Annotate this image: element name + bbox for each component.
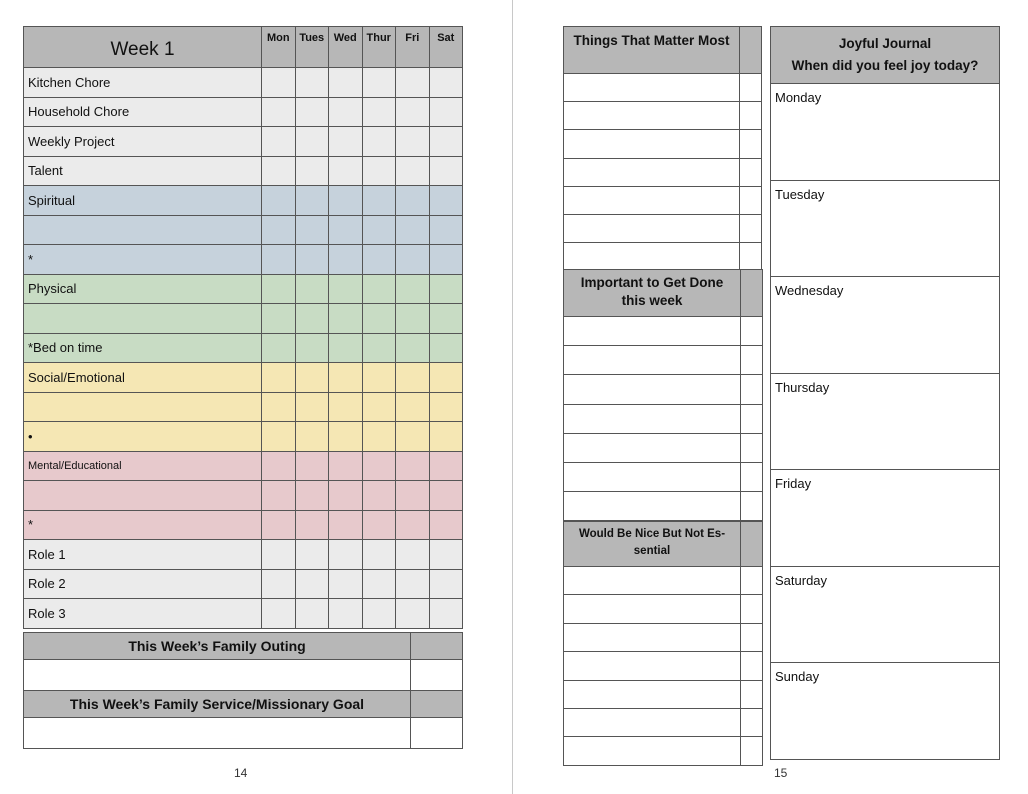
habit-check-cell[interactable] (329, 97, 363, 127)
journal-day-entry[interactable] (771, 277, 1000, 374)
important-title-line2: this week (621, 293, 683, 308)
habit-check-cell[interactable] (295, 392, 329, 422)
things-check-box[interactable] (740, 214, 762, 242)
habit-check-cell[interactable] (329, 392, 363, 422)
day-header-mon: Mon (262, 27, 296, 68)
family-outing-header-blank (411, 633, 463, 660)
habit-check-cell[interactable] (262, 392, 296, 422)
habit-check-cell[interactable] (295, 540, 329, 570)
habit-row-label: Role 3 (24, 599, 262, 629)
habit-check-cell[interactable] (396, 540, 430, 570)
habit-check-cell[interactable] (329, 333, 363, 363)
day-header-sat: Sat (429, 27, 463, 68)
habit-check-cell[interactable] (329, 245, 363, 275)
habit-row (24, 422, 463, 452)
habit-row-label: * (24, 245, 262, 275)
habit-row (24, 245, 463, 275)
important-entry-field[interactable] (564, 492, 741, 521)
journal-day-entry[interactable] (771, 470, 1000, 567)
habit-check-cell[interactable] (262, 363, 296, 393)
habit-row-label: Weekly Project (24, 127, 262, 157)
important-row (564, 404, 763, 433)
things-entry-field[interactable] (564, 243, 740, 271)
habit-check-cell[interactable] (396, 363, 430, 393)
habit-check-cell[interactable] (396, 97, 430, 127)
habit-check-cell[interactable] (362, 569, 396, 599)
habit-check-cell[interactable] (295, 97, 329, 127)
journal-day-row (771, 470, 1000, 567)
important-row (564, 317, 763, 346)
nice-check-box[interactable] (741, 680, 763, 708)
habit-check-cell[interactable] (295, 569, 329, 599)
habit-check-cell[interactable] (329, 274, 363, 304)
things-row (564, 158, 762, 186)
habit-check-cell[interactable] (262, 481, 296, 511)
habit-check-cell[interactable] (362, 422, 396, 452)
habit-rows (24, 68, 463, 629)
habit-check-cell[interactable] (429, 68, 463, 98)
habit-check-cell[interactable] (295, 510, 329, 540)
habit-check-cell[interactable] (362, 97, 396, 127)
habit-check-cell[interactable] (362, 481, 396, 511)
nice-check-box[interactable] (741, 567, 763, 595)
habit-check-cell[interactable] (396, 599, 430, 629)
habit-check-cell[interactable] (262, 304, 296, 334)
things-title: Things That Matter Most (564, 27, 740, 74)
nice-row (564, 623, 763, 651)
important-check-box[interactable] (741, 462, 763, 491)
important-row (564, 346, 763, 375)
habit-check-cell[interactable] (429, 510, 463, 540)
family-outing-check[interactable] (411, 660, 463, 691)
journal-day-row (771, 373, 1000, 470)
habit-row (24, 599, 463, 629)
family-outing-field[interactable] (24, 660, 411, 691)
habit-check-cell[interactable] (396, 156, 430, 186)
journal-header (771, 27, 1000, 84)
page-number-left: 14 (234, 766, 248, 780)
habit-row-label (24, 215, 262, 245)
habit-table (23, 26, 463, 629)
journal-day-label: Thursday (775, 379, 830, 395)
journal-day-label: Tuesday (775, 186, 825, 202)
habit-row-label: Mental/Educational (24, 451, 262, 481)
habit-check-cell[interactable] (262, 510, 296, 540)
habit-check-cell[interactable] (329, 127, 363, 157)
habit-row-label (24, 392, 262, 422)
habit-check-cell[interactable] (262, 569, 296, 599)
things-entry-field[interactable] (564, 130, 740, 158)
habit-check-cell[interactable] (295, 274, 329, 304)
nice-check-box[interactable] (741, 652, 763, 680)
nice-table (563, 521, 763, 766)
family-goals-table (23, 632, 463, 749)
habit-row-label: Role 1 (24, 540, 262, 570)
things-check-box[interactable] (740, 243, 762, 271)
habit-row (24, 215, 463, 245)
habit-check-cell[interactable] (429, 304, 463, 334)
important-check-box[interactable] (741, 492, 763, 521)
habit-check-cell[interactable] (362, 186, 396, 216)
important-entry-field[interactable] (564, 375, 741, 404)
important-check-box[interactable] (741, 346, 763, 375)
habit-check-cell[interactable] (362, 274, 396, 304)
nice-check-box[interactable] (741, 595, 763, 623)
habit-check-cell[interactable] (429, 156, 463, 186)
habit-row (24, 392, 463, 422)
habit-row (24, 569, 463, 599)
things-rows (564, 74, 762, 271)
habit-row-label: Household Chore (24, 97, 262, 127)
things-check-box[interactable] (740, 102, 762, 130)
page-number-right: 15 (774, 766, 788, 780)
nice-row (564, 680, 763, 708)
habit-row-label: Spiritual (24, 186, 262, 216)
journal-day-label: Saturday (775, 572, 828, 588)
week-title: Week 1 (24, 27, 262, 68)
habit-check-cell[interactable] (262, 422, 296, 452)
day-header-tues: Tues (295, 27, 329, 68)
habit-check-cell[interactable] (295, 186, 329, 216)
habit-row (24, 451, 463, 481)
habit-row-label: *Bed on time (24, 333, 262, 363)
habit-check-cell[interactable] (295, 68, 329, 98)
habit-check-cell[interactable] (329, 422, 363, 452)
habit-check-cell[interactable] (262, 97, 296, 127)
page-divider (512, 0, 513, 794)
habit-row-label: • (24, 422, 262, 452)
important-entry-field[interactable] (564, 346, 741, 375)
journal-day-label: Monday (775, 90, 822, 105)
important-row (564, 375, 763, 404)
important-check-box[interactable] (741, 375, 763, 404)
habit-check-cell[interactable] (429, 245, 463, 275)
habit-header-row (24, 27, 463, 68)
habit-check-cell[interactable] (362, 451, 396, 481)
journal-day-entry[interactable] (771, 84, 1000, 181)
nice-row (564, 708, 763, 736)
habit-check-cell[interactable] (262, 451, 296, 481)
habit-row (24, 540, 463, 570)
habit-check-cell[interactable] (396, 304, 430, 334)
journal-title: Joyful Journal (838, 36, 932, 51)
important-row (564, 492, 763, 521)
important-rows (564, 317, 763, 521)
habit-check-cell[interactable] (295, 304, 329, 334)
weekly-habit-tracker (23, 26, 463, 629)
nice-to-have-list (563, 521, 763, 766)
habit-check-cell[interactable] (329, 304, 363, 334)
things-check-box[interactable] (740, 74, 762, 102)
important-entry-field[interactable] (564, 317, 741, 346)
important-entry-field[interactable] (564, 433, 741, 462)
habit-check-cell[interactable] (262, 186, 296, 216)
things-check-box[interactable] (740, 158, 762, 186)
important-title (564, 270, 741, 317)
habit-check-cell[interactable] (329, 510, 363, 540)
family-outing-title: This Week’s Family Outing (24, 633, 411, 660)
habit-check-cell[interactable] (396, 392, 430, 422)
family-service-header-blank (411, 691, 463, 718)
habit-check-cell[interactable] (262, 540, 296, 570)
habit-row (24, 333, 463, 363)
habit-check-cell[interactable] (362, 215, 396, 245)
things-header-blank (740, 27, 762, 74)
habit-check-cell[interactable] (396, 481, 430, 511)
habit-check-cell[interactable] (396, 215, 430, 245)
habit-row-label: Kitchen Chore (24, 68, 262, 98)
nice-entry-field[interactable] (564, 680, 741, 708)
things-table (563, 26, 762, 271)
habit-check-cell[interactable] (396, 422, 430, 452)
habit-check-cell[interactable] (329, 156, 363, 186)
things-row (564, 102, 762, 130)
habit-check-cell[interactable] (429, 540, 463, 570)
habit-check-cell[interactable] (396, 68, 430, 98)
important-header-blank (741, 270, 763, 317)
important-entry-field[interactable] (564, 462, 741, 491)
journal-day-label: Friday (775, 476, 812, 491)
things-row (564, 74, 762, 102)
habit-check-cell[interactable] (396, 333, 430, 363)
habit-check-cell[interactable] (295, 215, 329, 245)
habit-check-cell[interactable] (429, 186, 463, 216)
habit-row-label: Social/Emotional (24, 363, 262, 393)
habit-row (24, 363, 463, 393)
habit-check-cell[interactable] (429, 481, 463, 511)
habit-check-cell[interactable] (262, 156, 296, 186)
habit-check-cell[interactable] (295, 156, 329, 186)
habit-check-cell[interactable] (429, 569, 463, 599)
things-row (564, 243, 762, 271)
habit-check-cell[interactable] (429, 333, 463, 363)
habit-check-cell[interactable] (262, 599, 296, 629)
important-entry-field[interactable] (564, 404, 741, 433)
habit-row (24, 481, 463, 511)
things-entry-field[interactable] (564, 74, 740, 102)
nice-row (564, 652, 763, 680)
day-header-fri: Fri (396, 27, 430, 68)
habit-check-cell[interactable] (329, 569, 363, 599)
habit-check-cell[interactable] (262, 245, 296, 275)
things-check-box[interactable] (740, 186, 762, 214)
habit-check-cell[interactable] (396, 569, 430, 599)
things-entry-field[interactable] (564, 186, 740, 214)
nice-row (564, 567, 763, 595)
habit-check-cell[interactable] (362, 156, 396, 186)
joyful-journal (770, 26, 1000, 760)
habit-check-cell[interactable] (329, 481, 363, 511)
family-service-check[interactable] (411, 718, 463, 749)
important-check-box[interactable] (741, 317, 763, 346)
nice-entry-field[interactable] (564, 623, 741, 651)
habit-check-cell[interactable] (429, 97, 463, 127)
habit-check-cell[interactable] (396, 274, 430, 304)
habit-row (24, 156, 463, 186)
important-check-box[interactable] (741, 433, 763, 462)
nice-entry-field[interactable] (564, 595, 741, 623)
journal-day-row (771, 277, 1000, 374)
journal-day-entry[interactable] (771, 566, 1000, 663)
habit-check-cell[interactable] (362, 392, 396, 422)
habit-check-cell[interactable] (429, 215, 463, 245)
habit-check-cell[interactable] (262, 274, 296, 304)
habit-check-cell[interactable] (329, 68, 363, 98)
journal-day-label: Wednesday (775, 283, 844, 298)
journal-days (771, 84, 1000, 760)
habit-row (24, 274, 463, 304)
things-row (564, 186, 762, 214)
things-entry-field[interactable] (564, 158, 740, 186)
nice-row (564, 595, 763, 623)
habit-row (24, 510, 463, 540)
things-that-matter-list (563, 26, 762, 271)
habit-check-cell[interactable] (295, 451, 329, 481)
habit-check-cell[interactable] (429, 363, 463, 393)
habit-check-cell[interactable] (362, 363, 396, 393)
things-row (564, 130, 762, 158)
family-service-title: This Week’s Family Service/Missionary Goal (24, 691, 411, 718)
habit-row (24, 304, 463, 334)
nice-title (564, 522, 741, 567)
habit-check-cell[interactable] (295, 363, 329, 393)
habit-check-cell[interactable] (362, 333, 396, 363)
journal-subtitle: When did you feel joy today? (791, 58, 979, 73)
habit-check-cell[interactable] (396, 245, 430, 275)
habit-check-cell[interactable] (295, 481, 329, 511)
habit-check-cell[interactable] (262, 333, 296, 363)
habit-check-cell[interactable] (262, 127, 296, 157)
habit-check-cell[interactable] (396, 451, 430, 481)
habit-check-cell[interactable] (295, 333, 329, 363)
nice-entry-field[interactable] (564, 737, 741, 765)
habit-check-cell[interactable] (295, 245, 329, 275)
habit-check-cell[interactable] (429, 422, 463, 452)
habit-check-cell[interactable] (429, 392, 463, 422)
habit-row (24, 186, 463, 216)
habit-check-cell[interactable] (262, 215, 296, 245)
important-title-line1: Important to Get Done (580, 275, 724, 290)
habit-row-label: Physical (24, 274, 262, 304)
habit-check-cell[interactable] (262, 68, 296, 98)
journal-day-entry[interactable] (771, 373, 1000, 470)
habit-check-cell[interactable] (396, 186, 430, 216)
habit-check-cell[interactable] (429, 274, 463, 304)
habit-row (24, 127, 463, 157)
habit-check-cell[interactable] (329, 363, 363, 393)
important-check-box[interactable] (741, 404, 763, 433)
habit-check-cell[interactable] (396, 127, 430, 157)
habit-row-label: * (24, 510, 262, 540)
day-header-thur: Thur (362, 27, 396, 68)
nice-header-blank (741, 522, 763, 567)
nice-entry-field[interactable] (564, 567, 741, 595)
journal-day-entry[interactable] (771, 180, 1000, 277)
habit-check-cell[interactable] (429, 127, 463, 157)
important-row (564, 462, 763, 491)
journal-day-row (771, 663, 1000, 760)
habit-check-cell[interactable] (329, 599, 363, 629)
journal-day-row (771, 84, 1000, 181)
habit-check-cell[interactable] (362, 599, 396, 629)
day-header-wed: Wed (329, 27, 363, 68)
habit-row-label: Talent (24, 156, 262, 186)
habit-row-label (24, 304, 262, 334)
habit-check-cell[interactable] (329, 540, 363, 570)
nice-check-box[interactable] (741, 708, 763, 736)
habit-row (24, 97, 463, 127)
habit-check-cell[interactable] (362, 510, 396, 540)
journal-day-entry[interactable] (771, 663, 1000, 760)
family-goals-grid (23, 632, 463, 749)
habit-check-cell[interactable] (295, 127, 329, 157)
habit-check-cell[interactable] (295, 599, 329, 629)
journal-table (770, 26, 1000, 760)
habit-check-cell[interactable] (429, 451, 463, 481)
nice-row (564, 737, 763, 765)
habit-check-cell[interactable] (329, 451, 363, 481)
nice-check-box[interactable] (741, 737, 763, 765)
things-check-box[interactable] (740, 130, 762, 158)
habit-check-cell[interactable] (329, 215, 363, 245)
things-row (564, 214, 762, 242)
habit-check-cell[interactable] (362, 127, 396, 157)
important-table (563, 269, 763, 521)
family-service-field[interactable] (24, 718, 411, 749)
habit-row-label (24, 481, 262, 511)
habit-check-cell[interactable] (362, 540, 396, 570)
nice-title-line2: sential (633, 545, 671, 557)
journal-day-label: Sunday (775, 669, 820, 684)
habit-check-cell[interactable] (396, 510, 430, 540)
nice-entry-field[interactable] (564, 652, 741, 680)
important-list (563, 269, 763, 521)
habit-check-cell[interactable] (329, 186, 363, 216)
journal-day-row (771, 180, 1000, 277)
habit-check-cell[interactable] (295, 422, 329, 452)
nice-entry-field[interactable] (564, 708, 741, 736)
habit-row (24, 68, 463, 98)
nice-check-box[interactable] (741, 623, 763, 651)
things-entry-field[interactable] (564, 102, 740, 130)
nice-title-line1: Would Be Nice But Not Es- (578, 528, 726, 540)
things-entry-field[interactable] (564, 214, 740, 242)
habit-check-cell[interactable] (429, 599, 463, 629)
journal-day-row (771, 566, 1000, 663)
nice-rows (564, 567, 763, 766)
habit-row-label: Role 2 (24, 569, 262, 599)
important-row (564, 433, 763, 462)
habit-check-cell[interactable] (362, 304, 396, 334)
habit-check-cell[interactable] (362, 245, 396, 275)
habit-check-cell[interactable] (362, 68, 396, 98)
